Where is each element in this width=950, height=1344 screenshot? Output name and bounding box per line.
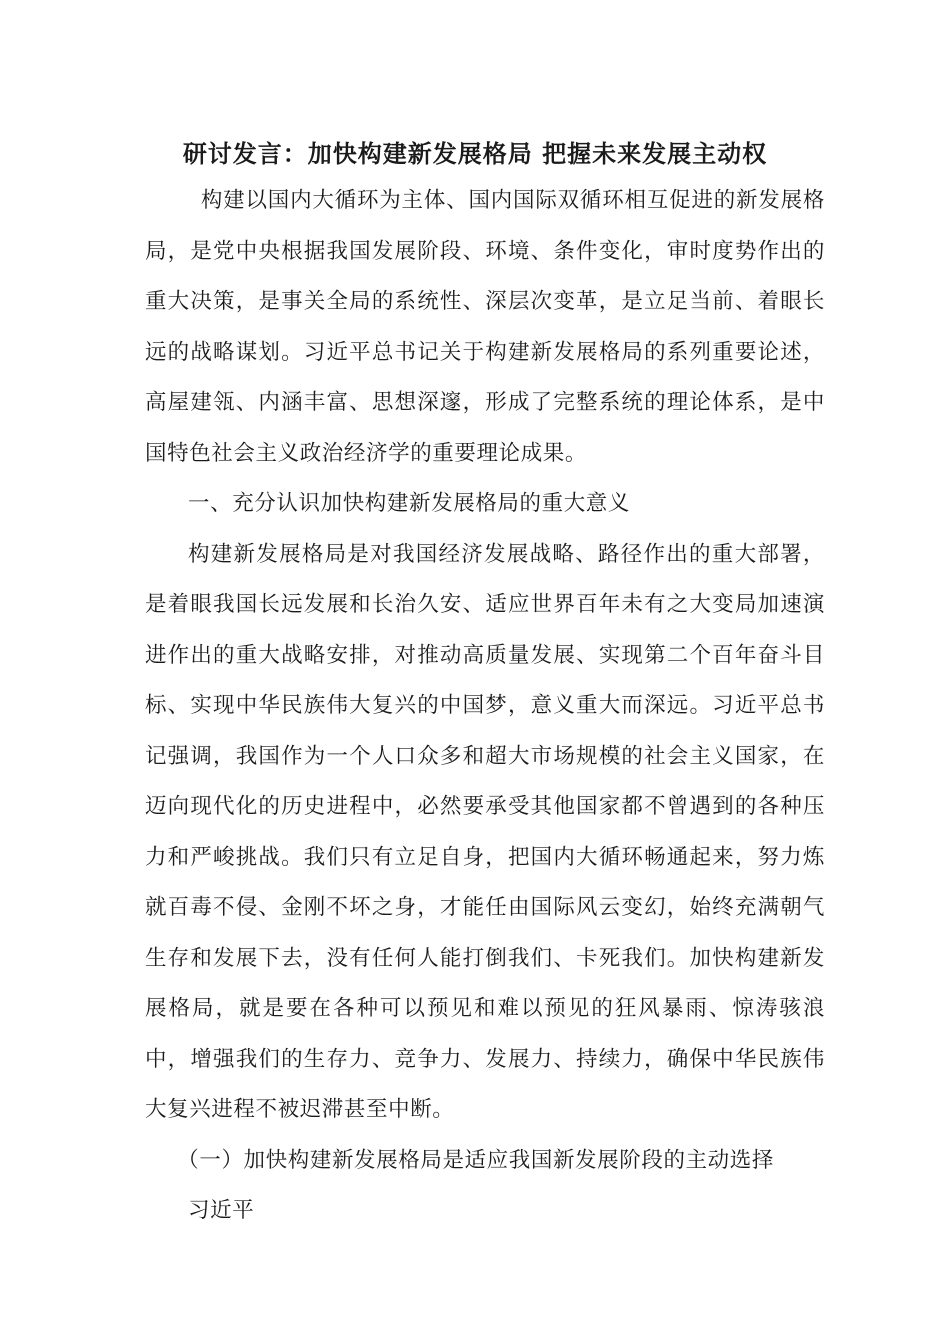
section-heading-1: 一、充分认识加快构建新发展格局的重大意义 — [188, 491, 631, 516]
subsection-1-paragraph: 习近平 — [188, 1198, 255, 1223]
section-1-paragraph: 构建新发展格局是对我国经济发展战略、路径作出的重大部署，是着眼我国长远发展和长治久安、适应世界百年未有之大变局加速演进作出的重大战略安排，对推动高质量发展、实现第二个百年奋斗目标、实现中华民族伟大复兴的中国梦，意义重大而深远。习近平总书记强调，我国作为一个人口众多和超大市场规模的社会主义国家，在迈向现代化的历史进程中，必然要承受其他国家都不曾遇到的各种压力和严峻挑战。我们只有立足自身，把国内大循环畅通起来，努力炼就百毒不侵、金刚不坏之身，才能任由国际风云变幻，始终充满朝气生存和发展下去，没有任何人能打倒我们、卡死我们。加快构建新发展格局，就是要在各种可以预见和难以预见的狂风暴雨、惊涛骇浪中，增强我们的生存力、竞争力、发展力、持续力，确保中华民族伟大复兴进程不被迟滞甚至中断。 — [145, 541, 825, 1122]
document-body — [145, 176, 825, 1237]
subsection-heading-1: （一）加快构建新发展格局是适应我国新发展阶段的主动选择 — [177, 1147, 774, 1173]
document-title: 研讨发言：加快构建新发展格局 把握未来发展主动权 — [182, 139, 768, 168]
intro-paragraph: 构建以国内大循环为主体、国内国际双循环相互促进的新发展格局，是党中央根据我国发展阶段、环境、条件变化，审时度势作出的重大决策，是事关全局的系统性、深层次变革，是立足当前、着眼长远的战略谋划。习近平总书记关于构建新发展格局的系列重要论述，高屋建瓴、内涵丰富、思想深邃，形成了完整系统的理论体系，是中国特色社会主义政治经济学的重要理论成果。 — [145, 188, 825, 466]
